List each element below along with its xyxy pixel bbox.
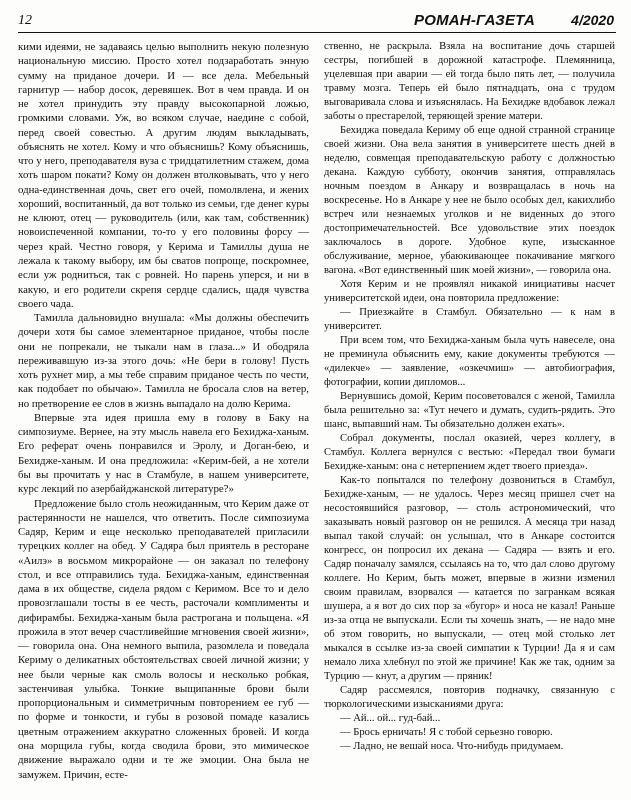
paragraph: Предложение было столь неожиданным, что Керим даже от растерянности не нашелся, что ответить. После симпозиума Садяр, Керим и еще несколько преподавателей пригласили турецких коллег на обед. У Садяра был приятель в ресторане «Аилэ» в восьмом микрорайоне — он заказал по телефону стол, и все отправились туда. Бехиджа-ханым, единственная дама в их обществе, сидела рядом с Керимом. Все то и дело провозглашали тосты в ее честь, расточали комплименты и дифирамбы. Бехиджа-ханым была растрогана и польщена. «Я прожила в этот вечер счастливейшие мгновения своей жизни», — говорила она. Она немного выпила, разомлела и поведала Кериму о деликатных обстоятельствах своей личной жизни; у нее были черные как смоль волосы и несколько робкая, застенчивая улыбка. Тонкие выщипанные брови были пропорциональным и симметричным повторением ее губ — по форме и тонкости, и губы в розовой помаде казались цветным отражением аккуратно сложенных бровей. И когда она морщила губы, когда сводила брови, это мимическое движение выражало одни и те же эмоции. Она была не замужем. Причин, есте-	[18, 497, 309, 781]
paragraph: Впервые эта идея пришла ему в голову в Баку на симпозиуме. Вернее, на эту мысль навела его Бехиджа-ханым. Его реферат очень понравился и Эролу, и Доган-бею, и Бехидже-ханым. И она предложила: «Керим-бей, а не хотели бы вы прочитать у нас в Стамбуле, в нашем университете, курс лекций по азербайджанской литературе?»	[18, 411, 309, 496]
dialogue-line: — Брось ерничать! Я с тобой серьезно говорю.	[340, 727, 553, 738]
issue-number: 4/2020	[571, 12, 614, 28]
paragraph: Садяр рассмеялся, повторив подначку, связанную с тюркологическими изысканиями друга:	[324, 685, 615, 710]
page-header	[18, 10, 616, 33]
paragraph: Вернувшись домой, Керим посоветовался с женой, Тамилла была решительно за: «Тут нечего и думать, судить-рядить. Это шанс, выпавший нам. Ты обязательно должен ехать».	[324, 391, 615, 430]
paragraph: Собрал документы, послал оказией, через коллегу, в Стамбул. Коллега вернулся с вестью: «Передал твои бумаги Бехидже-ханым: она с нетерпением ждет твоего приезда».	[324, 433, 615, 472]
dialogue-line: — Ладно, не вешай носа. Что-нибудь придумаем.	[340, 741, 564, 752]
paragraph: кими идеями, не задаваясь целью выполнить некую полезную национальную миссию. Просто хотел подзаработать энную сумму на приданое дочери. И — все дела. Мебельный гарнитур — набор досок, деревяшек. Вот в чем правда. И он не хотел принудить эту правду высокопарной ложью, громкими словами. Уж, во всяком случае, наедине с собой, перед своей совестью. А другим людям выкладывать, объяснять не хотел. Кому и что объяснишь? Кому объяснишь, что у него, преподавателя вуза с тридцатилетним стажем, дома хоть шаром покати? Кому он должен втолковывать, что у него одна-единственная дочь, свет его очей, помолвлена, и жених хороший, воспитанный, да вот только из семьи, где денег куры не клюют, отец — руководитель (или, как там, собственник) новоиспеченной компании, то-то у его половины форсу — через край. Честно говоря, у Керима и Тамиллы душа не лежала к такому выбору, им бы сватов попроще, поскромнее, если уж родниться, так с ровней. Но парень уперся, и ни в какую, и его родители скрепя сердце сдались, щадя чувства своего чада.	[18, 41, 309, 310]
paragraph: При всем том, что Бехиджа-ханым была чуть навеселе, она не преминула объяснить ему, какие документы требуются — «дилекче» — заявление, «озкечмиш» — автобиография, фотографии, копии дипломов...	[324, 335, 615, 388]
page-number: 12	[18, 13, 32, 28]
paragraph: ственно, не раскрыла. Взяла на воспитание дочь старшей сестры, погибшей в дорожной катастрофе. Племянница, уцелевшая при аварии — ей тогда было пять лет, — получила травму мозга. Теперь ей было пятнадцать, она с трудом выговаривала слова и изъяснялась. На Бехидже вдобавок лежал заботы о престарелой, теряющей зрение матери.	[324, 41, 615, 122]
paragraph: Тамилла дальновидно внушала: «Мы должны обеспечить дочери хотя бы самое элементарное приданое, чтобы после они не попрекали, не тыкали нам в глаза...» И ободряла переживавшую из-за этого дочь: «Не бери в голову! Пусть хоть рухнет мир, а мы тебе справим приданое честь по чести, как подобает по обычаю». Тамилла не бросала слов на ветер, но претворение ее слов в жизнь выпадало на долю Керима.	[18, 312, 309, 410]
paragraph: Как-то попытался по телефону дозвониться в Стамбул, Бехидже-ханым, — не удалось. Через месяц пришел счет на несостоявшийся разговор, — столь астрономический, что заказывать новый разговор он не решился. А месяца три назад выпал такой случай: он услышал, что в Анкаре состоится конгресс, он попросил их декана — Садяра — взять и его. Садяр поначалу замялся, ссылаясь на то, что дал слово другому коллеге. Но Керим, быть может, впервые в жизни изменил своим правилам, взорвался — катается по загранкам всякая шушера, а я вот до сих пор за «бугор» и носа не казал! Раньше из-за отца не выпускали. Если ты хочешь знать, — не надо мне об этом говорить, но выпускали, — отец мой столько лет мыкался в ссылке из-за своей симпатии к Турции! Да я и сам немало лиха хлебнул по этой же причине! Как же так, одним за Турцию — кнут, а другим — пряник!	[324, 475, 615, 682]
left-text-column	[18, 40, 309, 782]
dialogue-line: — Ай... ой... гуд-бай...	[340, 713, 441, 724]
paragraph: Хотя Керим и не проявлял никакой инициативы насчет университетской идеи, она повторила предложение:	[324, 279, 615, 304]
dialogue-line: — Приезжайте в Стамбул. Обязательно — к нам в университет.	[324, 307, 615, 332]
paragraph: Бехиджа поведала Кериму об еще одной странной странице своей жизни. Она вела занятия в университете шесть дней в неделю, совмещая преподавательскую работу с должностью декана. Каждую субботу, окончив занятия, отправлялась ночным поездом в Анкару и возвращалась в ночь на воскресенье. Но в Анкаре у нее не было особых дел, какихлибо встреч или незнаемых уголков и не виденных до этого достопримечательностей. Все удовольствие этих поездок заключалось в дороге. Удобное купе, изысканное обслуживание, мерное, убаюкивающее покачивание мягкого вагона. «Вот единственный шик моей жизни», — говорила она.	[324, 125, 615, 276]
right-text-column	[324, 40, 615, 754]
magazine-title: РОМАН-ГАЗЕТА	[414, 12, 536, 29]
